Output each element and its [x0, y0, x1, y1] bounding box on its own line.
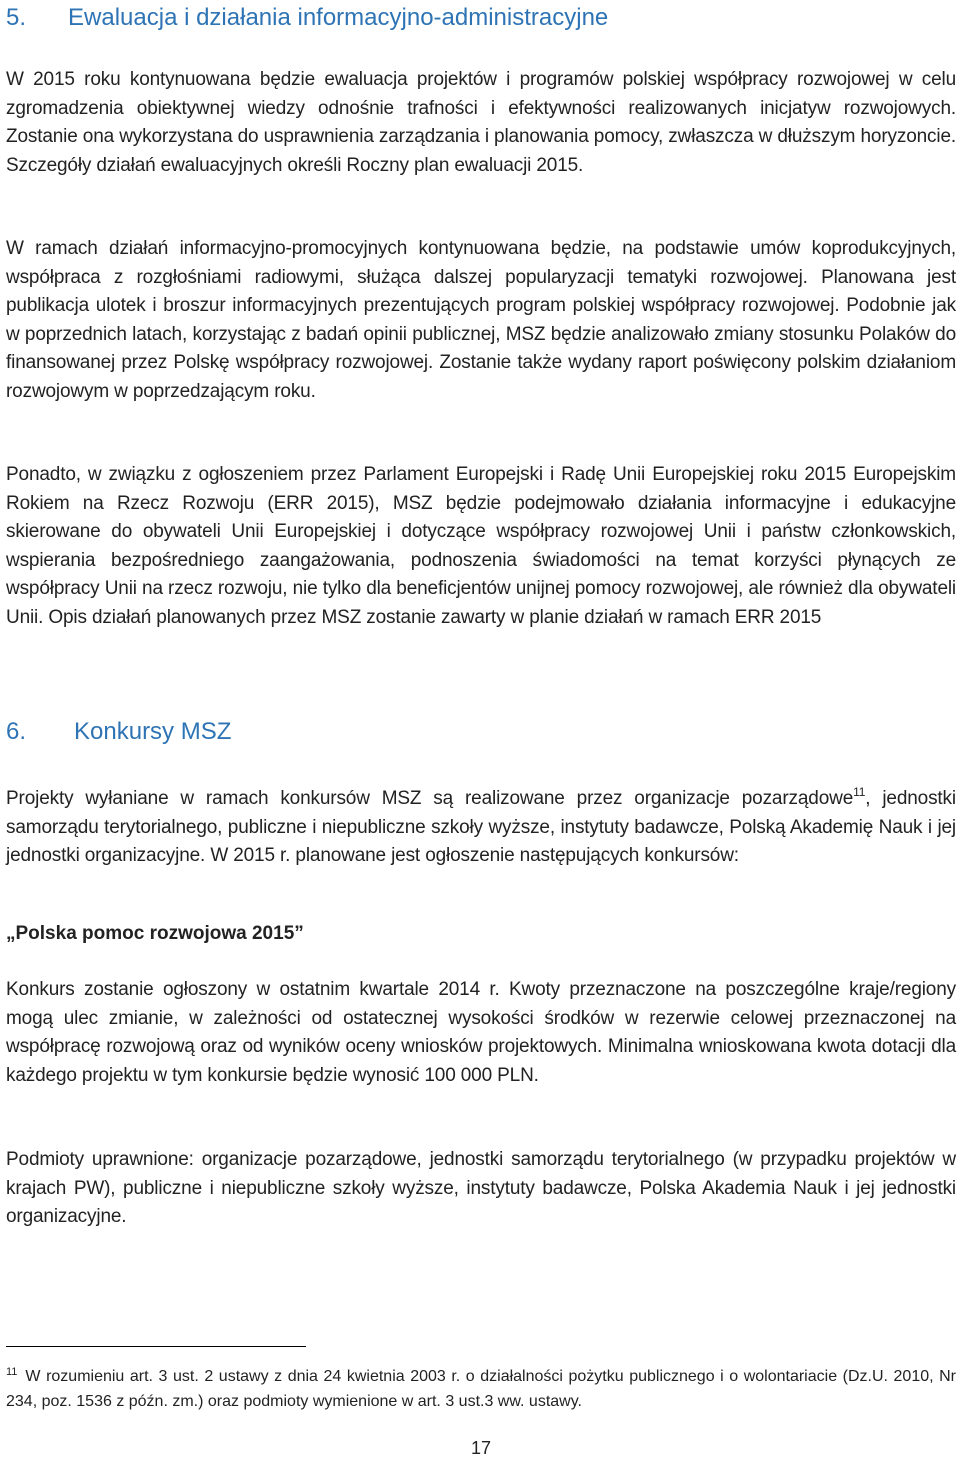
section-5-heading: [6, 2, 608, 34]
footnote-11: [6, 1360, 956, 1414]
section-6-number: 6.: [6, 718, 27, 745]
page-number: 17: [470, 1438, 492, 1458]
section-6-intro: [6, 778, 956, 871]
section-5-paragraph-3: Ponadto, w związku z ogłoszeniem przez Parlament Europejski i Radę Unii Europejskiej roku 2015 Europejskim Rokiem na Rzecz Rozwoju (ERR 2015), MSZ będzie podejmowało działania informacyjne i edukacyjne skierowane do obywateli Unii Europejskiej i dotyczące współpracy rozwojowej Unii i państw członkowskich, wspierania bezpośredniego zaangażowania, podnoszenia świadomości na temat korzyści płynących ze współpracy Unii na rzecz rozwoju, nie tylko dla beneficjentów unijnej pomocy rozwojowej, ale również dla obywateli Unii. Opis działań planowanych przez MSZ zostanie zawarty w planie działań w ramach ERR 2015: [6, 464, 956, 628]
contest-paragraph-1: Konkurs zostanie ogłoszony w ostatnim kwartale 2014 r. Kwoty przeznaczone na poszczególne kraje/regiony mogą ulec zmianie, w zależności od ostatecznej wysokości środków w rezerwie celowej przeznaczonej na współpracę rozwojową oraz od wyników oceny wniosków projektowych. Minimalna wnioskowana kwota dotacji dla każdego projektu w tym konkursie będzie wynosić 100 000 PLN.: [6, 979, 956, 1086]
section-6-intro-start: Projekty wyłaniane w ramach konkursów MSZ są realizowane przez organizacje pozarządowe: [6, 788, 854, 809]
section-5-paragraph-1: W 2015 roku kontynuowana będzie ewaluacja projektów i programów polskiej współpracy rozwojowej w celu zgromadzenia obiektywnej wiedzy odnośnie trafności i efektywności realizowanych inicjatyw rozwojowych. Zostanie ona wykorzystana do usprawnienia zarządzania i planowania pomocy, zwłaszcza w dłuższym horyzoncie. Szczegóły działań ewaluacyjnych określi Roczny plan ewaluacji 2015.: [6, 69, 956, 176]
footnote-text: W rozumieniu art. 3 ust. 2 ustawy z dnia 24 kwietnia 2003 r. o działalności pożytku publicznego i o wolontariacie (Dz.U. 2010, Nr 234, poz. 1536 z późn. zm.) oraz podmioty wymienione w art. 3 ust.3 ww. ustawy.: [6, 1368, 956, 1410]
footnote-reference-11: 11: [853, 785, 866, 799]
section-5-title: Ewaluacja i działania informacyjno-administracyjne: [68, 4, 609, 31]
section-6-title: Konkursy MSZ: [74, 718, 232, 745]
footnote-number: 11: [6, 1366, 18, 1378]
section-6-heading: [6, 716, 231, 748]
section-6-intro-end: , jednostki samorządu terytorialnego, publiczne i niepubliczne szkoły wyższe, instytuty badawcze, Polską Akademię Nauk i jej jednostki organizacyjne. W 2015 r. planowane jest ogłoszenie następujących konkursów:: [6, 788, 956, 866]
footnote-separator: [6, 1346, 306, 1347]
contest-heading: „Polska pomoc rozwojowa 2015”: [6, 923, 304, 944]
section-5-paragraph-2: W ramach działań informacyjno-promocyjnych kontynuowana będzie, na podstawie umów koprodukcyjnych, współpraca z rozgłośniami radiowymi, służąca dalszej popularyzacji tematyki rozwojowej. Planowana jest publikacja ulotek i broszur informacyjnych prezentujących program polskiej współpracy rozwojowej. Podobnie jak w poprzednich latach, korzystając z badań opinii publicznej, MSZ będzie analizowało zmiany stosunku Polaków do finansowanej przez Polskę współpracy rozwojowej. Zostanie także wydany raport poświęcony polskim działaniom rozwojowym w poprzedzającym roku.: [6, 238, 956, 402]
contest-paragraph-2: Podmioty uprawnione: organizacje pozarządowe, jednostki samorządu terytorialnego (w przypadku projektów w krajach PW), publiczne i niepubliczne szkoły wyższe, instytuty badawcze, Polska Akademia Nauk i jej jednostki organizacyjne.: [6, 1149, 956, 1227]
section-5-number: 5.: [6, 4, 27, 31]
